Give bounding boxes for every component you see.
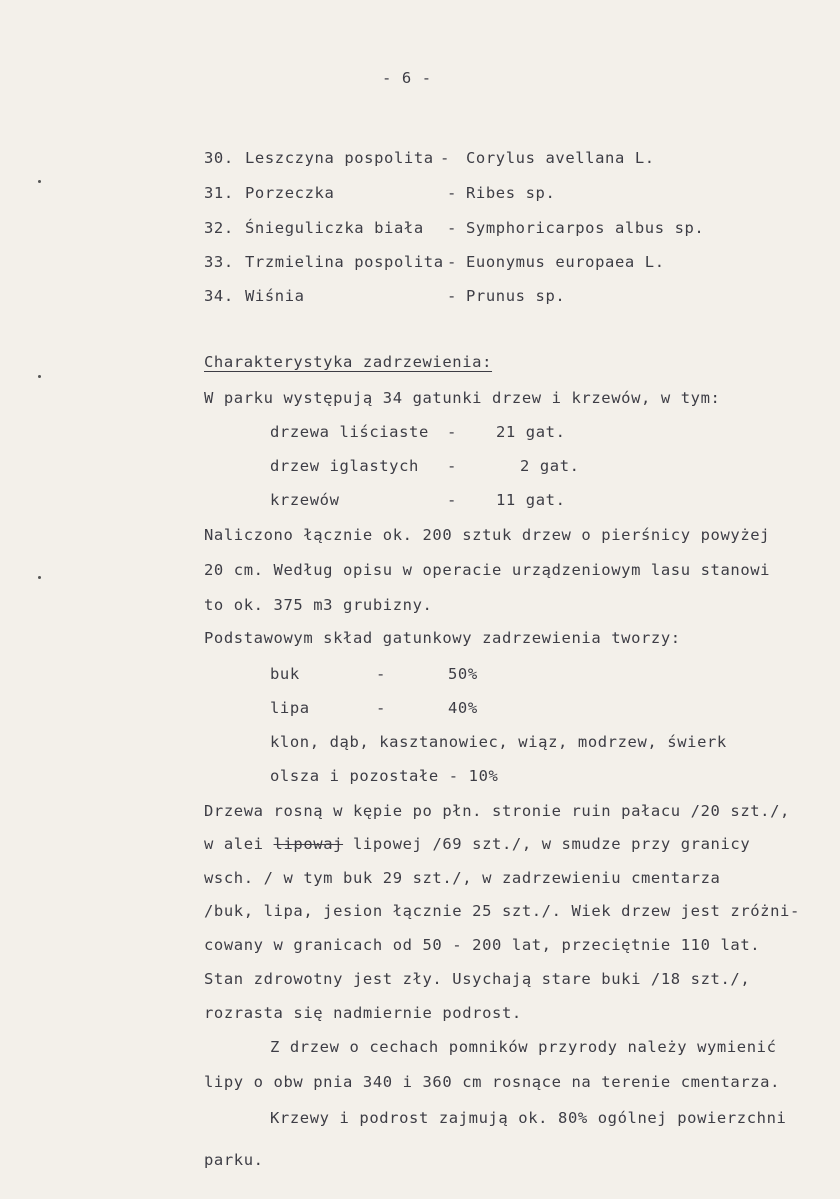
list-item: klon, dąb, kasztanowiec, wiąz, modrzew, świerk (270, 733, 727, 751)
page-number: - 6 - (382, 69, 432, 87)
intro-text: W parku występują 34 gatunki drzew i krzewów, w tym: (204, 389, 721, 407)
typewritten-page: - 6 - 30. Leszczyna pospolita - Corylus avellana L. 31. Porzeczka - Ribes sp. 32. Śnieguliczka biała - Symphoricarpos albus sp. 33. Trzmielina pospolita - Euonymus europaea L. 34. Wiśnia - Prunus sp. Charakterystyka zadrzewienia: W parku występują 34 gatunki drzew i krzewów, w tym: drzewa liściaste - 21 gat. drzew iglastych - 2 gat. krzewów - 11 gat. Naliczono łącznie ok. 200 sztuk drzew o pierśnicy powyżej 20 cm. Według opisu w operacie urządzeniowym lasu stanowi to ok. 375 m3 grubizny. Podstawowym skład gatunkowy zadrzewienia tworzy: buk - 50% lipa - 40% klon, dąb, kasztanowiec, wiąz, modrzew, świerk olsza i pozostałe - 10% Drzewa rosną w kępie po płn. stronie ruin pałacu /20 szt./, w alei lipowaj lipowej /69 szt./, w smudze przy granicy wsch. / w tym buk 29 szt./, w zadrzewieniu cmentarza /buk, lipa, jesion łącznie 25 szt./. Wiek drzew jest zróżni- cowany w granicach od 50 - 200 lat, przeciętnie 110 lat. Stan zdrowotny jest zły. Usychają stare buki /18 szt./, rozrasta się nadmiernie podrost. Z drzew o cechach pomników przyrody należy wymienić lipy o obw pnia 340 i 360 cm rosnące na terenie cmentarza. Krzewy i podrost zajmują ok. 80% ogólnej powierzchni parku. (0, 0, 840, 1199)
section-heading: Charakterystyka zadrzewienia: (204, 353, 493, 371)
struck-word: lipowaj (273, 835, 344, 853)
list-item: olsza i pozostałe - 10% (270, 767, 499, 785)
punch-mark (38, 180, 41, 183)
composition-intro: Podstawowym skład gatunkowy zadrzewienia tworzy: (204, 629, 681, 647)
punch-mark (38, 375, 41, 378)
punch-mark (38, 576, 41, 579)
